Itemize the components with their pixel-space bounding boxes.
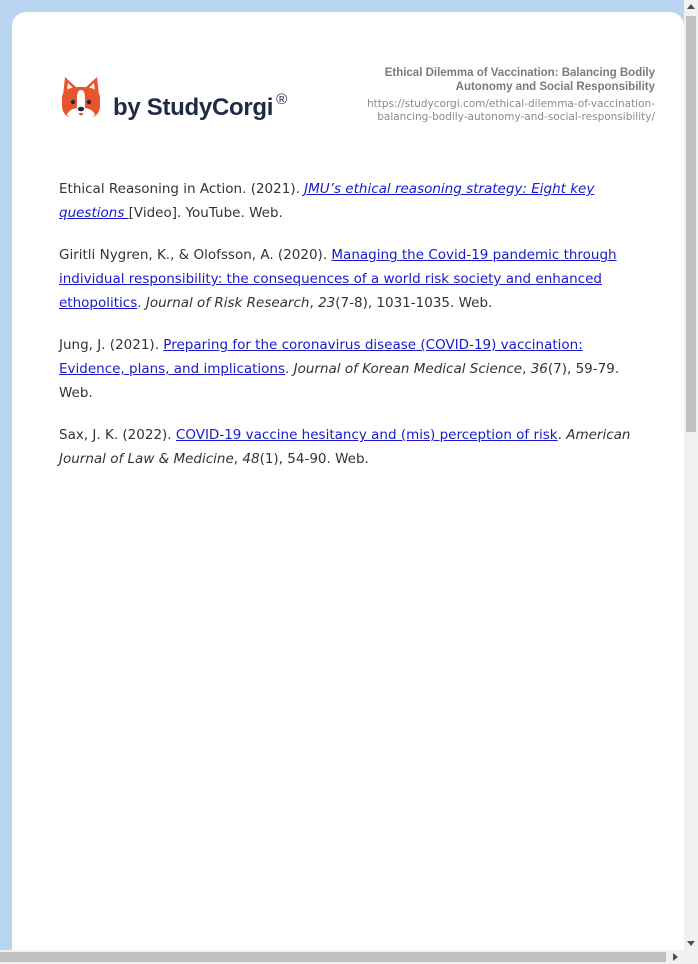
reference-journal: Journal of Risk Research <box>145 295 310 311</box>
scroll-down-arrow-icon[interactable] <box>687 941 695 946</box>
reference-volume: 23 <box>318 295 336 311</box>
reference-entry <box>59 177 644 225</box>
reference-entry <box>59 333 644 405</box>
reference-tail: (7), 59-79. Web. <box>59 361 620 401</box>
scroll-up-arrow-icon[interactable] <box>687 4 695 9</box>
reference-journal: American Journal of Law & Medicine <box>59 427 631 467</box>
reference-separator: , <box>522 361 531 377</box>
reference-list <box>59 177 644 489</box>
document-page <box>12 12 684 952</box>
reference-tail: (1), 54-90. Web. <box>259 451 369 467</box>
reference-entry <box>59 423 644 471</box>
brand-logo-text[interactable] <box>113 93 287 122</box>
reference-author-date: Giritli Nygren, K., & Olofsson, A. (2020). <box>59 247 332 263</box>
reference-separator: . <box>285 361 294 377</box>
scroll-right-arrow-icon[interactable] <box>673 953 678 961</box>
document-title: Ethical Dilemma of Vaccination: Balancing Bodily Autonomy and Social Responsibility <box>384 67 655 93</box>
reference-author-date: Sax, J. K. (2022). <box>59 427 176 443</box>
reference-separator: . <box>137 295 146 311</box>
reference-author-date: Ethical Reasoning in Action. (2021). <box>59 181 305 197</box>
registered-mark: ® <box>276 91 287 108</box>
reference-author-date: Jung, J. (2021). <box>59 337 164 353</box>
document-url: https://studycorgi.com/ethical-dilemma-of-vaccination-balancing-bodily-autonomy-and-social-responsibility/ <box>366 98 655 123</box>
reference-separator: . <box>557 427 567 443</box>
vertical-scrollbar[interactable] <box>684 0 698 950</box>
reference-link[interactable]: JMU’s ethical reasoning strategy: Eight key questions <box>59 181 595 221</box>
reference-tail: [Video]. YouTube. Web. <box>128 205 283 221</box>
reference-volume: 48 <box>242 451 260 467</box>
horizontal-scrollbar[interactable] <box>0 950 698 964</box>
reference-link[interactable]: Managing the Covid-19 pandemic through individual responsibility: the consequences of a world risk society and enhanced ethopolitics <box>59 247 617 311</box>
reference-volume: 36 <box>530 361 548 377</box>
brand-name: by StudyCorgi <box>113 94 274 121</box>
reference-separator: , <box>309 295 319 311</box>
page-header <box>12 12 684 152</box>
reference-journal: Journal of Korean Medical Science <box>293 361 523 377</box>
reference-link[interactable]: Preparing for the coronavirus disease (COVID-19) vaccination: Evidence, plans, and implications <box>59 337 583 377</box>
horizontal-scroll-thumb[interactable] <box>0 952 666 962</box>
corgi-logo-icon <box>60 76 102 122</box>
reference-entry <box>59 243 644 315</box>
reference-tail: (7-8), 1031-1035. Web. <box>335 295 493 311</box>
reference-link[interactable]: COVID-19 vaccine hesitancy and (mis) perception of risk <box>175 427 558 443</box>
reference-separator: , <box>233 451 243 467</box>
vertical-scroll-thumb[interactable] <box>686 16 696 432</box>
